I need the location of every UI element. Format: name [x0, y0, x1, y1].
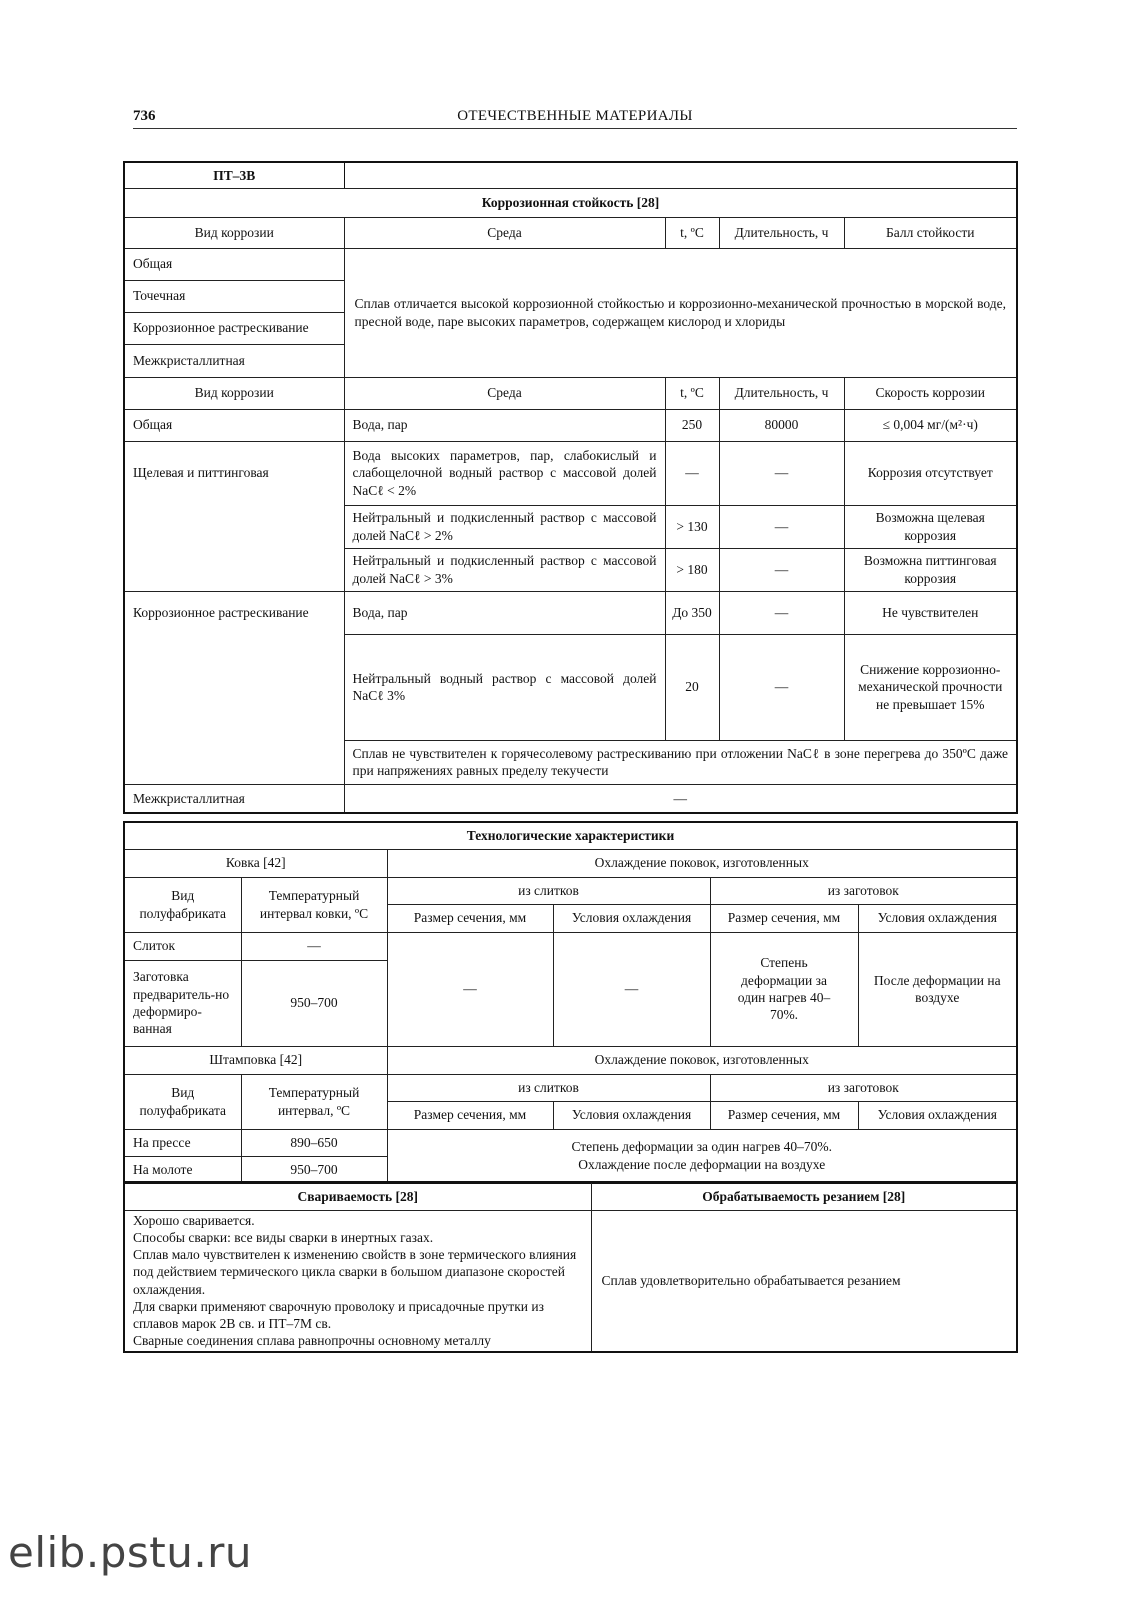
- stamping-cooling-title: Охлаждение поковок, изготовленных: [387, 1046, 1017, 1074]
- ingot-cooling-cell: —: [553, 932, 710, 1046]
- forging-cooling-title: Охлаждение поковок, изготовленных: [387, 849, 1017, 877]
- from-billets-header: из заготовок: [710, 877, 1017, 904]
- temperature-cell: До 350: [665, 591, 719, 634]
- medium-cell: Нейтральный и подкисленный раствор с массовой долей NaCℓ > 2%: [344, 505, 665, 548]
- technology-table: [123, 821, 1018, 1184]
- column-header: Длительность, ч: [719, 217, 844, 248]
- corrosion-type: Щелевая и питтинговая: [124, 441, 344, 505]
- page-header: [133, 106, 1017, 129]
- hot-salt-note: Сплав не чувствителен к горячесолевому растрескиванию при отложении NaCℓ в зоне перегрева до 350ºС даже при напряжениях равных пределу текучести: [344, 740, 1017, 784]
- medium-cell: Вода, пар: [344, 409, 665, 441]
- weld-machining-table: [123, 1181, 1018, 1353]
- temperature-range: —: [241, 932, 387, 960]
- column-header: Условия охлаждения: [553, 1101, 710, 1129]
- column-header: Вид полуфабриката: [124, 877, 241, 932]
- semiproduct-type: Заготовка предваритель-но деформиро-ванная: [124, 960, 241, 1046]
- temperature-cell: 250: [665, 409, 719, 441]
- weldability-title: Свариваемость [28]: [124, 1182, 591, 1210]
- column-header: Размер сечения, мм: [710, 904, 858, 932]
- temperature-range: 890–650: [241, 1129, 387, 1156]
- column-header: Температурный интервал ковки, ºС: [241, 877, 387, 932]
- duration-cell: —: [719, 441, 844, 505]
- from-ingots-header: из слитков: [387, 877, 710, 904]
- corrosion-type: Межкристаллитная: [124, 344, 344, 377]
- duration-cell: —: [719, 591, 844, 634]
- weldability-line: Для сварки применяют сварочную проволоку и присадочные прутки из сплавов марок 2В св. и ПТ–7М св.: [133, 1298, 544, 1332]
- stamping-note-line: Охлаждение после деформации на воздухе: [578, 1156, 826, 1172]
- duration-cell: —: [719, 634, 844, 740]
- billet-size-cell: Степень деформации за один нагрев 40–70%.: [710, 932, 858, 1046]
- machinability-text: Сплав удовлетворительно обрабатывается резанием: [591, 1210, 1017, 1352]
- forging-title: Ковка [42]: [124, 849, 387, 877]
- stamping-title: Штамповка [42]: [124, 1046, 387, 1074]
- medium-cell: Вода, пар: [344, 591, 665, 634]
- temperature-cell: > 130: [665, 505, 719, 548]
- column-header: t, ºС: [665, 217, 719, 248]
- page-number: 736: [133, 108, 156, 124]
- machinability-title: Обрабатываемость резанием [28]: [591, 1182, 1017, 1210]
- column-header: Среда: [344, 217, 665, 248]
- column-header: Балл стойкости: [844, 217, 1017, 248]
- grade-label: ПТ–3В: [124, 162, 344, 188]
- column-header: Размер сечения, мм: [710, 1101, 858, 1129]
- from-billets-header: из заготовок: [710, 1074, 1017, 1101]
- corrosion-type: Межкристаллитная: [124, 784, 344, 813]
- temperature-range: 950–700: [241, 1156, 387, 1183]
- corrosion-type: Общая: [124, 248, 344, 280]
- corrosion-rate-cell: Снижение коррозионно-механической прочности не превышает 15%: [844, 634, 1017, 740]
- column-header: Скорость коррозии: [844, 377, 1017, 409]
- duration-cell: —: [719, 548, 844, 591]
- corrosion-rate-cell: Возможна щелевая коррозия: [844, 505, 1017, 548]
- column-header: Размер сечения, мм: [387, 1101, 553, 1129]
- corrosion-rate-cell: Возможна питтинговая коррозия: [844, 548, 1017, 591]
- watermark: elib.pstu.ru: [8, 1528, 253, 1577]
- column-header: Условия охлаждения: [858, 1101, 1017, 1129]
- column-header: Температурный интервал, ºС: [241, 1074, 387, 1129]
- billet-cooling-cell: После деформации на воздухе: [858, 932, 1017, 1046]
- column-header: Условия охлаждения: [553, 904, 710, 932]
- from-ingots-header: из слитков: [387, 1074, 710, 1101]
- medium-cell: Вода высоких параметров, пар, слабокислый и слабощелочной водный раствор с массовой долей NaCℓ < 2%: [344, 441, 665, 505]
- corrosion-rate-cell: Не чувствителен: [844, 591, 1017, 634]
- semiproduct-type: На молоте: [124, 1156, 241, 1183]
- grade-blank: [344, 162, 1017, 188]
- empty-cell: [124, 548, 344, 591]
- empty-cell: [124, 634, 344, 740]
- duration-cell: 80000: [719, 409, 844, 441]
- column-header: t, ºС: [665, 377, 719, 409]
- column-header: Размер сечения, мм: [387, 904, 553, 932]
- column-header: Длительность, ч: [719, 377, 844, 409]
- weldability-line: Хорошо сваривается.: [133, 1212, 255, 1228]
- medium-cell: Нейтральный и подкисленный раствор с массовой долей NaCℓ > 3%: [344, 548, 665, 591]
- column-header: Условия охлаждения: [858, 904, 1017, 932]
- ingot-size-cell: —: [387, 932, 553, 1046]
- corrosion-rate-cell: ≤ 0,004 мг/(м²·ч): [844, 409, 1017, 441]
- temperature-range: 950–700: [241, 960, 387, 1046]
- temperature-cell: —: [665, 441, 719, 505]
- semiproduct-type: Слиток: [124, 932, 241, 960]
- corrosion-type: Точечная: [124, 280, 344, 312]
- empty-cell: [124, 505, 344, 548]
- column-header: Вид полуфабриката: [124, 1074, 241, 1129]
- medium-cell: Нейтральный водный раствор с массовой долей NaCℓ 3%: [344, 634, 665, 740]
- general-resistance-text: Сплав отличается высокой коррозионной стойкостью и коррозионно-механической прочностью в морской воде, пресной воде, паре высоких параметров, содержащем кислород и хлориды: [344, 248, 1017, 377]
- temperature-cell: > 180: [665, 548, 719, 591]
- column-header: Вид коррозии: [124, 217, 344, 248]
- corrosion-type: Общая: [124, 409, 344, 441]
- corrosion-title: Коррозионная стойкость [28]: [124, 188, 1017, 217]
- corrosion-rate-cell: Коррозия отсутствует: [844, 441, 1017, 505]
- column-header: Вид коррозии: [124, 377, 344, 409]
- empty-cell: [124, 740, 344, 784]
- intercrystalline-value: —: [344, 784, 1017, 813]
- stamping-note: [387, 1129, 1017, 1183]
- stamping-note-line: Степень деформации за один нагрев 40–70%.: [571, 1139, 833, 1155]
- corrosion-type: Коррозионное растрескивание: [124, 591, 344, 634]
- semiproduct-type: На прессе: [124, 1129, 241, 1156]
- corrosion-table: [123, 161, 1018, 814]
- duration-cell: —: [719, 505, 844, 548]
- weldability-text: [124, 1210, 591, 1352]
- temperature-cell: 20: [665, 634, 719, 740]
- corrosion-type: Коррозионное растрескивание: [124, 312, 344, 344]
- weldability-line: Сварные соединения сплава равнопрочны основному металлу: [133, 1333, 491, 1349]
- running-title: ОТЕЧЕСТВЕННЫЕ МАТЕРИАЛЫ: [457, 108, 693, 124]
- technology-title: Технологические характеристики: [124, 822, 1017, 849]
- weldability-line: Способы сварки: все виды сварки в инертных газах.: [133, 1229, 434, 1245]
- column-header: Среда: [344, 377, 665, 409]
- weldability-line: Сплав мало чувствителен к изменению свойств в зоне термического влияния под действием термического цикла сварки в большом диапазоне скоростей охлаждения.: [133, 1247, 577, 1297]
